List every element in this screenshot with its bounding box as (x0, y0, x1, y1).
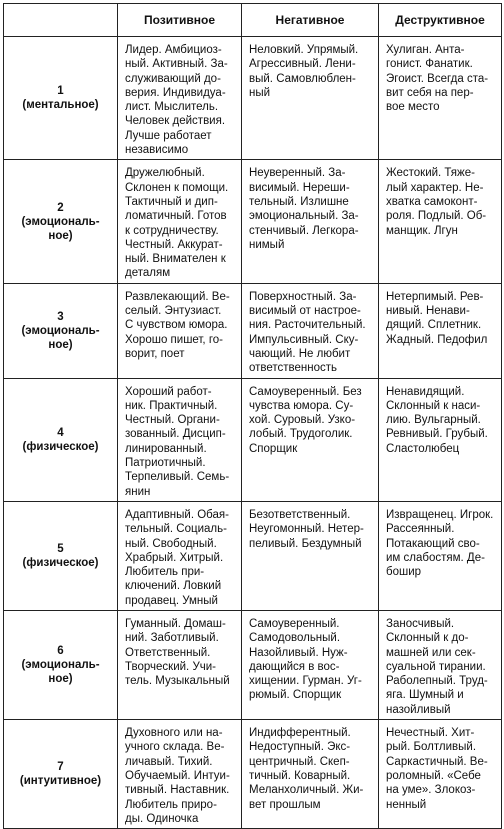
destructive-cell (379, 160, 502, 283)
row-number: 7 (57, 761, 64, 774)
row-type: (эмоциональ- ное) (21, 215, 100, 242)
positive-cell (118, 283, 242, 378)
row-label (4, 37, 118, 160)
destructive-text: Ненавидящий. Склонный к наси- лию. Вульгарный. Ревнивый. Грубый. Сластолюбец (386, 385, 488, 455)
header-corner (4, 4, 118, 37)
destructive-text: Жестокий. Тяже- лый характер. Не- хватка самоконт- роля. Подлый. Об- манщик. Лгун (386, 167, 487, 237)
positive-cell (118, 378, 242, 501)
negative-cell (242, 378, 379, 501)
positive-text: Развлекающий. Ве- селый. Энтузиаст. С чувством юмора. Хорошо пишет, го- ворит, поет (125, 290, 230, 360)
table-row (4, 160, 502, 283)
row-type: (интуитивное) (19, 775, 102, 788)
row-type: (эмоциональ- ное) (21, 659, 100, 686)
positive-cell (118, 501, 242, 610)
row-type: (ментальное) (22, 99, 99, 112)
table-row (4, 378, 502, 501)
destructive-cell (379, 610, 502, 719)
destructive-text: Извращенец. Игрок. Рассеянный. Потакающий сво- им слабостям. Де- бошир (386, 508, 494, 579)
row-label (4, 160, 118, 283)
negative-cell (242, 37, 379, 160)
row-number: 2 (57, 201, 64, 214)
negative-text: Неуверенный. За- висимый. Нереши- тельный. Излишне эмоциональный. За- стенчивый. Легкора- нимый (249, 167, 359, 251)
row-label (4, 501, 118, 610)
row-label (4, 720, 118, 829)
row-number: 4 (57, 426, 64, 439)
negative-cell (242, 283, 379, 378)
destructive-text: Хулиган. Анта- гонист. Фанатик. Эгоист. Всегда ста- вит себя на пер- вое место (386, 44, 489, 114)
destructive-cell (379, 720, 502, 829)
table-row (4, 720, 502, 829)
negative-cell (242, 160, 379, 283)
row-number: 6 (57, 645, 64, 658)
negative-text: Индифферентный. Недоступный. Экс- центричный. Скеп- тичный. Коварный. Меланхоличный. Жи- вет прошлым (249, 727, 364, 811)
destructive-cell (379, 378, 502, 501)
destructive-text: Заносчивый. Склонный к до- машней или сек- суальной тирании. Раболепный. Труд- яга. Шумный и назойливый (386, 617, 488, 716)
negative-text: Поверхностный. За- висимый от настрое- ния. Расточительный. Импульсивный. Ску- чающий. Не любит ответственность (249, 290, 366, 375)
destructive-cell (379, 283, 502, 378)
positive-cell (118, 610, 242, 719)
positive-text: Духовного или на- учного склада. Ве- личавый. Тихий. Обучаемый. Интуи- тивный. Наставник. Любитель приро- ды. Одиночка (125, 727, 230, 825)
table-row (4, 610, 502, 719)
table-row (4, 501, 502, 610)
row-number: 3 (57, 310, 64, 323)
positive-cell (118, 720, 242, 829)
negative-cell (242, 501, 379, 610)
row-type: (физическое) (22, 556, 99, 569)
positive-text: Лидер. Амбициоз- ный. Активный. За- служивающий до- верия. Индивидуа- лист. Мыслитель. Человек действия. Лучше работает независимо (125, 44, 228, 157)
destructive-text: Нечестный. Хит- рый. Болтливый. Саркастичный. Ве- роломный. «Себе на уме». Злокоз- ненный (386, 727, 488, 811)
table-row (4, 283, 502, 378)
row-type: (эмоциональ- ное) (21, 324, 100, 351)
row-label (4, 378, 118, 501)
destructive-cell (379, 501, 502, 610)
positive-text: Адаптивный. Обая- тельный. Социаль- ный. Свободный. Храбрый. Хитрый. Любитель при- ключений. Ловкий продавец. Умный (125, 508, 229, 607)
row-number: 5 (57, 542, 64, 555)
negative-text: Самоуверенный. Без чувства юмора. Су- хой. Суровый. Узко- лобый. Трудоголик. Спорщик (249, 385, 362, 455)
positive-cell (118, 37, 242, 160)
positive-text: Гуманный. Домаш- ний. Заботливый. Ответственный. Творческий. Учи- тель. Музыкальный (125, 617, 230, 688)
row-type: (физическое) (22, 440, 99, 453)
negative-text: Самоуверенный. Самодовольный. Назойливый. Нуж- дающийся в вос- хищении. Гурман. Уг- рюмый. Спорщик (249, 617, 362, 702)
negative-text: Безответственный. Неугомонный. Нетер- пеливый. Бездумный (249, 508, 364, 550)
negative-text: Неловкий. Упрямый. Агрессивный. Лени- вый. Самовлюблен- ный (249, 44, 359, 99)
row-label (4, 283, 118, 378)
positive-text: Хороший работ- ник. Практичный. Честный. Органи- зованный. Дисцип- линированный. Патриотичный. Терпеливый. Семь- янин (125, 385, 230, 498)
table-row (4, 37, 502, 160)
destructive-text: Нетерпимый. Рев- нивый. Ненави- дящий. Сплетник. Жадный. Педофил (386, 290, 488, 346)
header-destructive: Деструктивное (379, 4, 502, 37)
destructive-cell (379, 37, 502, 160)
positive-cell (118, 160, 242, 283)
positive-text: Дружелюбный. Склонен к помощи. Тактичный и дип- ломатичный. Готов к сотрудничеству. Честный. Аккурат- ный. Внимателен к деталям (125, 167, 229, 280)
header-negative: Негативное (242, 4, 379, 37)
header-row (4, 4, 502, 37)
negative-cell (242, 610, 379, 719)
header-positive: Позитивное (118, 4, 242, 37)
negative-cell (242, 720, 379, 829)
traits-table (3, 3, 502, 829)
row-label (4, 610, 118, 719)
row-number: 1 (57, 85, 64, 98)
